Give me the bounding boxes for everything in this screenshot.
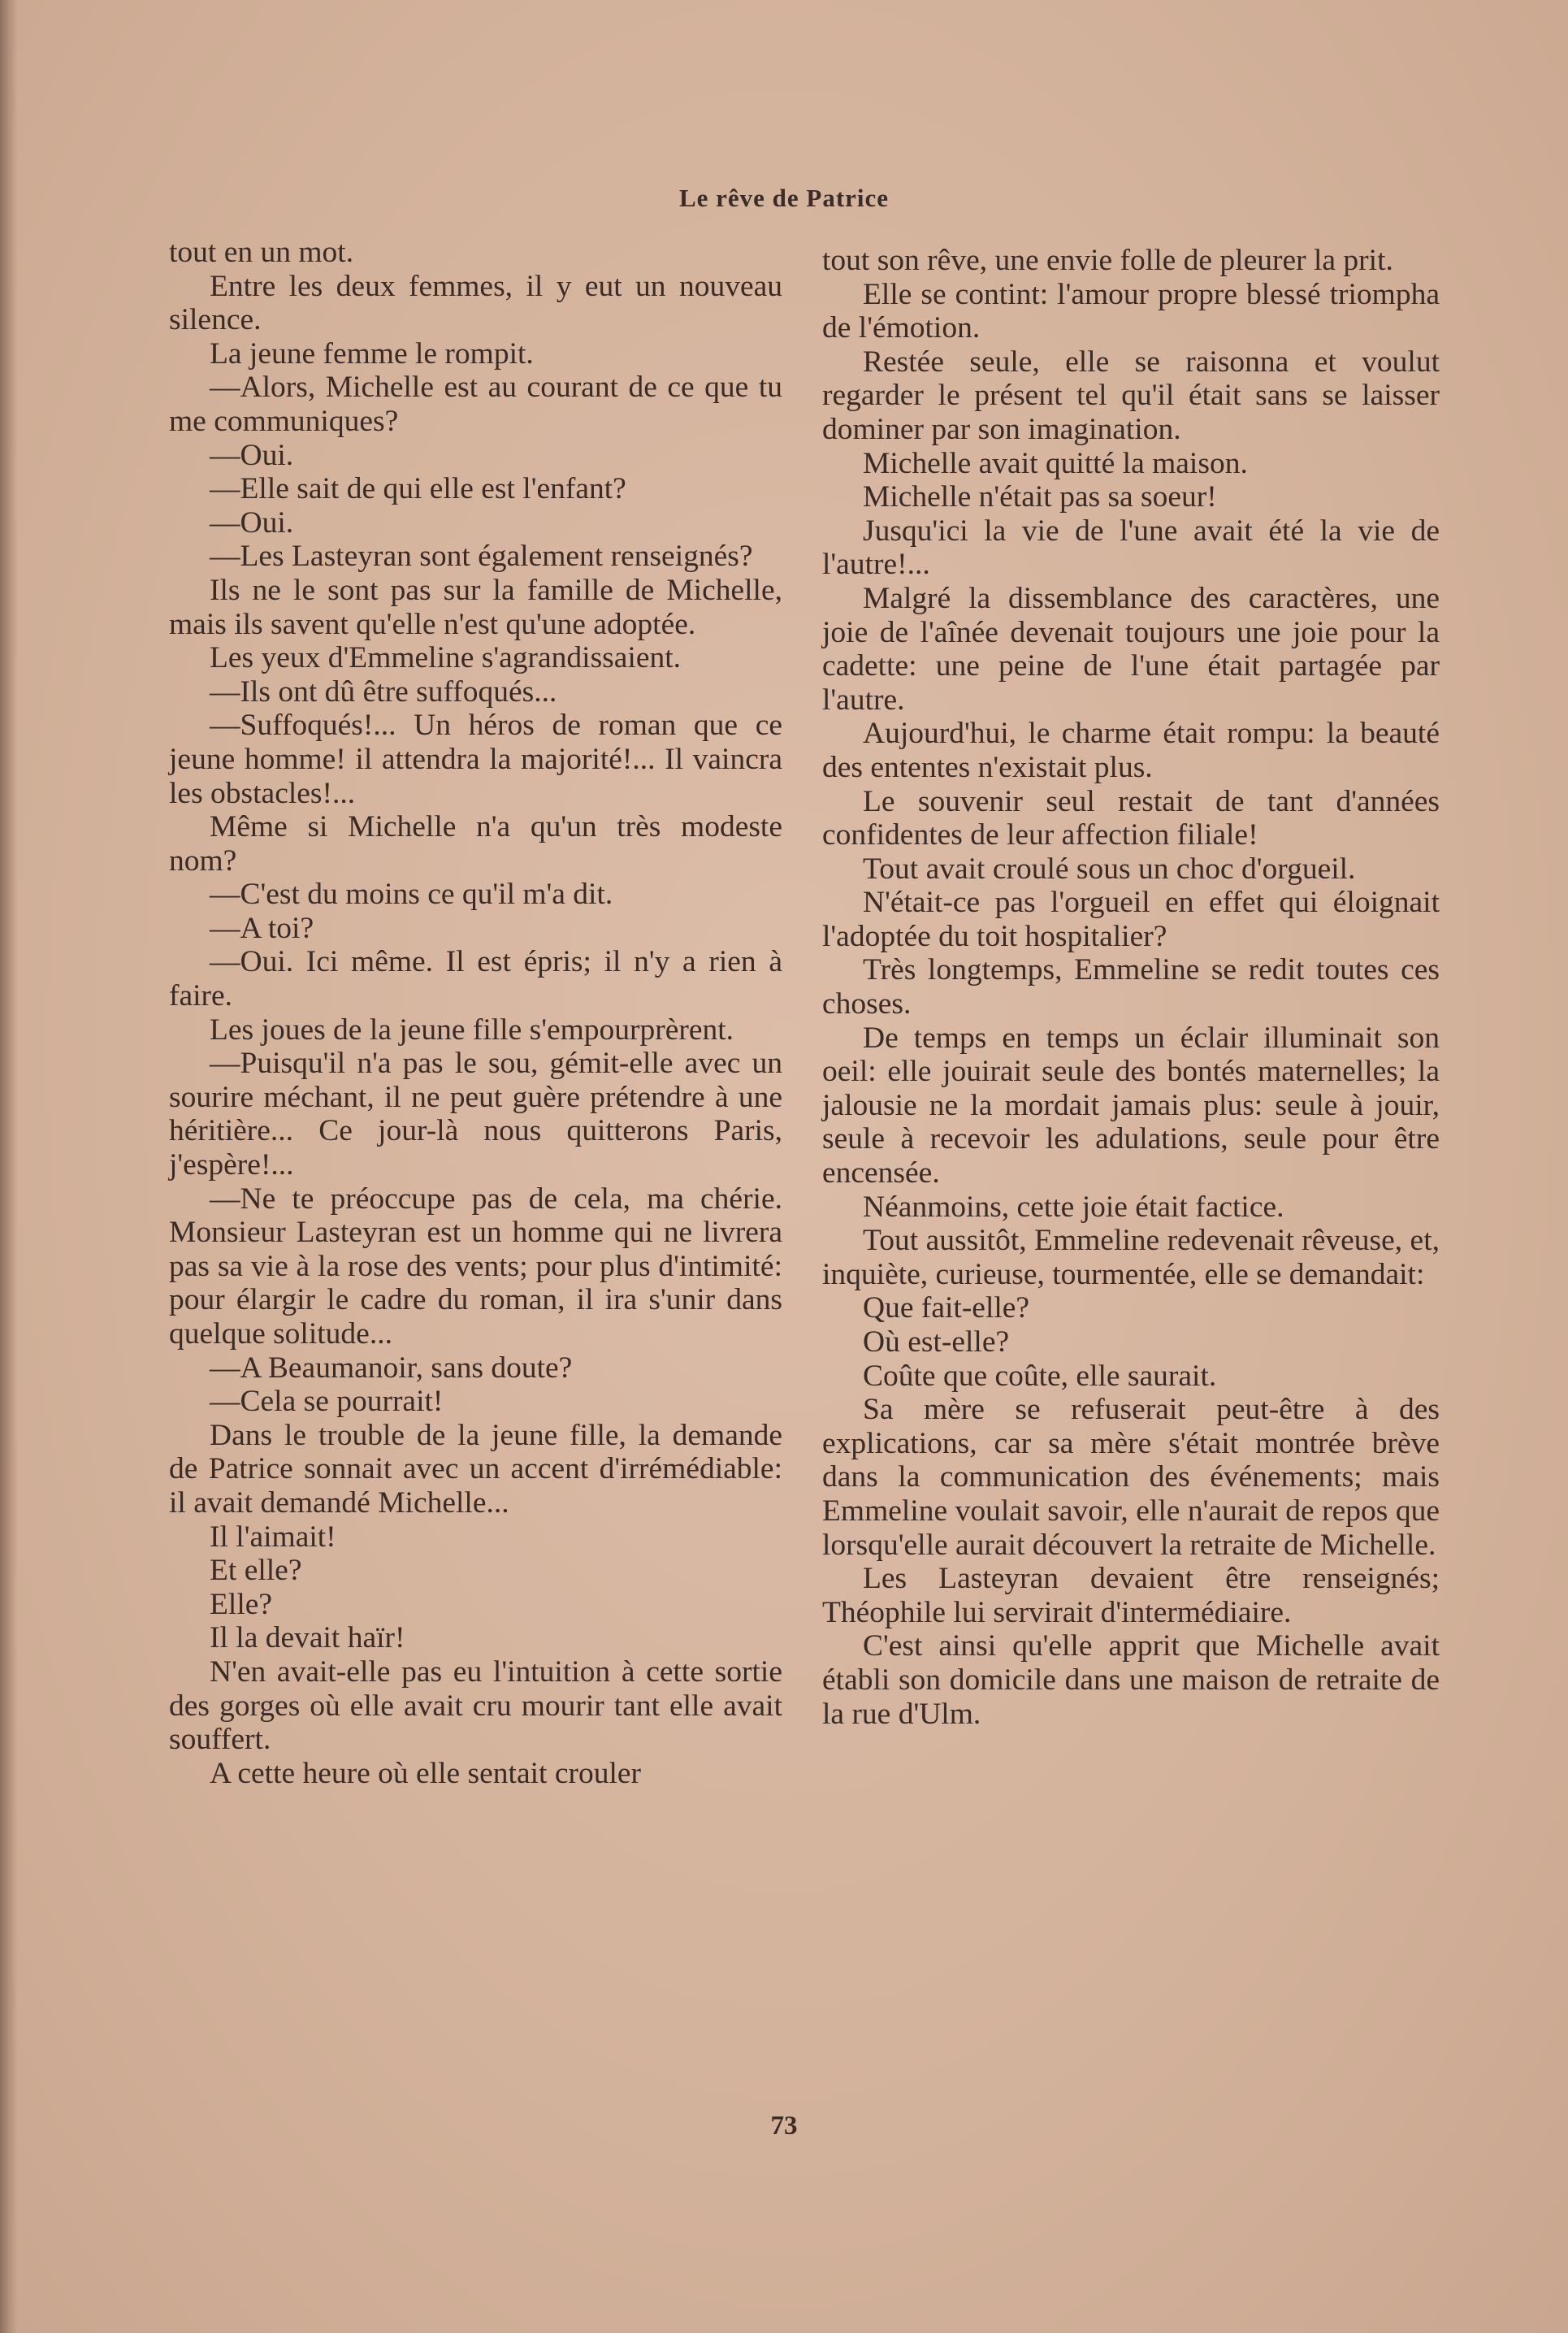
paragraph: Tout aussitôt, Emmeline redevenait rêveuse, et, inquiète, curieuse, tourmentée, elle se demandait: — [822, 1224, 1440, 1291]
paragraph: Entre les deux femmes, il y eut un nouveau silence. — [169, 269, 782, 337]
paragraph: —Les Lasteyran sont également renseignés? — [210, 540, 753, 574]
paragraph: —A toi? — [210, 911, 314, 945]
paragraph: —Puisqu'il n'a pas le sou, gémit-elle avec un sourire méchant, il ne peut guère prétendre à une héritière... Ce jour-là nous quitterons Paris, j'espère!... — [169, 1047, 782, 1182]
running-title: Le rêve de Patrice — [678, 184, 890, 212]
paragraph: Elle se contint: l'amour propre blessé triompha de l'émotion. — [822, 277, 1440, 345]
paragraph: —A Beaumanoir, sans doute? — [210, 1351, 573, 1385]
paragraph: Les yeux d'Emmeline s'agrandissaient. — [210, 641, 682, 675]
paragraph: C'est ainsi qu'elle apprit que Michelle avait établi son domicile dans une maison de retraite de la rue d'Ulm. — [822, 1629, 1440, 1731]
paragraph: —Cela se pourrait! — [210, 1385, 444, 1419]
paragraph: —Ne te préoccupe pas de cela, ma chérie. Monsieur Lasteyran est un homme qui ne livrera pas sa vie à la rose des vents; pour plus d'intimité: pour élargir le cadre du roman, il ira s'unir dans quelque solitude... — [169, 1182, 782, 1351]
paragraph: Tout avait croulé sous un choc d'orgueil. — [863, 852, 1356, 886]
paragraph: —Oui. — [210, 505, 294, 540]
paragraph: Jusqu'ici la vie de l'une avait été la vie de l'autre!... — [822, 514, 1440, 582]
paragraph: N'en avait-elle pas eu l'intuition à cette sortie des gorges où elle avait cru mourir tant elle avait souffert. — [169, 1654, 782, 1757]
paragraph: tout en un mot. — [169, 236, 354, 269]
paragraph: —Ils ont dû être suffoqués... — [210, 674, 557, 709]
paragraph: Michelle n'était pas sa soeur! — [863, 480, 1217, 514]
page-number: 73 — [770, 2111, 798, 2140]
paragraph: Dans le trouble de la jeune fille, la demande de Patrice sonnait avec un accent d'irrémédiable: il avait demandé Michelle... — [169, 1418, 782, 1520]
paragraph: Michelle avait quitté la maison. — [863, 446, 1248, 480]
paragraph: A cette heure où elle sentait crouler — [210, 1756, 642, 1790]
paragraph: N'était-ce pas l'orgueil en effet qui éloignait l'adoptée du toit hospitalier? — [822, 886, 1440, 953]
paragraph: Malgré la dissemblance des caractères, une joie de l'aînée devenait toujours une joie pour la cadette: une peine de l'une était partagée par l'autre. — [822, 581, 1440, 717]
paragraph: tout son rêve, une envie folle de pleurer la prit. — [822, 244, 1393, 277]
paragraph: Les joues de la jeune fille s'empourprèrent. — [210, 1013, 734, 1047]
paragraph: Néanmoins, cette joie était factice. — [863, 1190, 1284, 1224]
paragraph: —Elle sait de qui elle est l'enfant? — [210, 472, 626, 506]
paragraph: Restée seule, elle se raisonna et voulut regarder le présent tel qu'il était sans se laisser dominer par son imagination. — [822, 345, 1440, 446]
paragraph: —Suffoqués!... Un héros de roman que ce jeune homme! il attendra la majorité!... Il vaincra les obstacles!... — [169, 709, 782, 810]
paragraph: —Oui. — [210, 438, 294, 472]
page-edge — [0, 0, 18, 2333]
paragraph: —C'est du moins ce qu'il m'a dit. — [210, 878, 613, 912]
paragraph: Il la devait haïr! — [210, 1621, 405, 1655]
paragraph: Coûte que coûte, elle saurait. — [863, 1359, 1217, 1393]
paragraph: Il l'aimait! — [210, 1520, 336, 1554]
paragraph: —Oui. Ici même. Il est épris; il n'y a rien à faire. — [169, 945, 782, 1013]
paragraph: La jeune femme le rompit. — [210, 336, 534, 371]
left-column — [169, 236, 782, 1790]
paragraph: Le souvenir seul restait de tant d'années confidentes de leur affection filiale! — [822, 784, 1440, 852]
paragraph: Où est-elle? — [863, 1325, 1010, 1359]
right-column — [822, 244, 1440, 1731]
paragraph: —Alors, Michelle est au courant de ce que tu me communiques? — [169, 371, 782, 438]
paragraph: Que fait-elle? — [863, 1291, 1030, 1325]
paragraph: Sa mère se refuserait peut-être à des explications, car sa mère s'était montrée brève dans la communication des événements; mais Emmeline voulait savoir, elle n'aurait de repos que lorsqu'elle aurait découvert la retraite de Michelle. — [822, 1393, 1440, 1562]
paragraph: Très longtemps, Emmeline se redit toutes ces choses. — [822, 953, 1440, 1021]
paragraph: Elle? — [210, 1587, 273, 1621]
paragraph: Et elle? — [210, 1554, 302, 1588]
paragraph: Aujourd'hui, le charme était rompu: la beauté des ententes n'existait plus. — [822, 717, 1440, 784]
paragraph: Même si Michelle n'a qu'un très modeste nom? — [169, 810, 782, 878]
paragraph: De temps en temps un éclair illuminait son oeil: elle jouirait seule des bontés maternelles; la jalousie ne la mordait jamais plus: seule à jouir, seule à recevoir les adulations, seule pour être encensée. — [822, 1021, 1440, 1190]
paragraph: Les Lasteyran devaient être renseignés; Théophile lui servirait d'intermédiaire. — [822, 1562, 1440, 1629]
paragraph: Ils ne le sont pas sur la famille de Michelle, mais ils savent qu'elle n'est qu'une adoptée. — [169, 573, 782, 641]
